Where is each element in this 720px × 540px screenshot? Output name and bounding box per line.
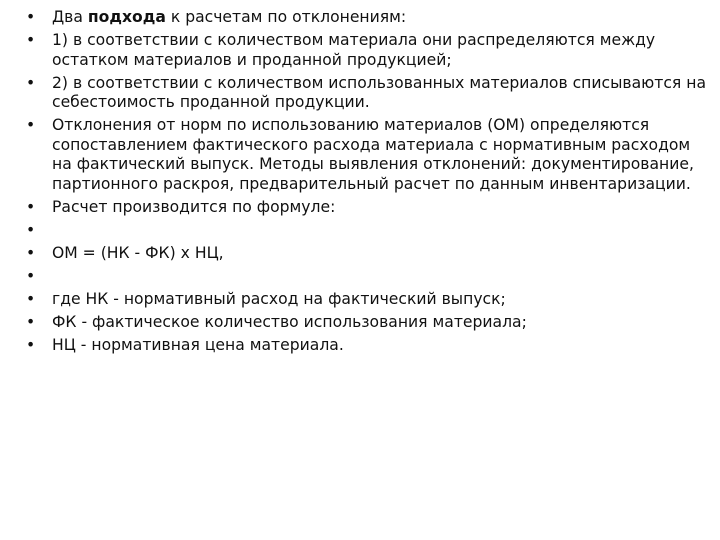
bullet-dot-icon: •: [26, 335, 36, 354]
bullet-item: [26, 74, 712, 113]
bullet-item: [26, 198, 712, 218]
bullet-dot-icon: •: [26, 116, 36, 134]
bullet-text: НЦ - нормативная цена материала.: [52, 335, 344, 354]
bullet-dot-icon: •: [26, 312, 36, 331]
bullet-text: ФК - фактическое количество использования материала;: [52, 312, 527, 331]
bullet-list: [26, 8, 712, 359]
approaches-bold-word: подхода: [87, 8, 166, 26]
bullet-item-formula: [26, 244, 712, 264]
bullet-dot-icon: •: [26, 243, 36, 262]
bullet-item: [26, 31, 712, 70]
bullet-dot-icon: •: [26, 73, 36, 92]
bullet-dot-icon: •: [26, 197, 36, 216]
bullet-item-empty: [26, 267, 712, 287]
bullet-dot-icon: •: [26, 31, 36, 49]
bullet-item: [26, 116, 712, 194]
bullet-item: [26, 313, 712, 333]
approaches-text-start: Два: [52, 8, 88, 26]
bullet-item: [26, 336, 712, 356]
bullet-text: 2) в соответствии с количеством использованных материалов списываются на себестоимость проданной продукции.: [52, 73, 707, 111]
bullet-dot-icon: •: [26, 289, 36, 308]
bullet-text: [52, 8, 712, 28]
bullet-text: где НК - нормативный расход на фактический выпуск;: [52, 289, 506, 308]
bullet-item-empty: [26, 221, 712, 241]
approaches-text-end: к расчетам по отклонениям:: [165, 8, 407, 26]
formula-text: ОМ = (НК - ФК) х НЦ,: [52, 243, 224, 262]
bullet-dot-icon: •: [26, 8, 36, 26]
bullet-text: Отклонения от норм по использованию материалов (ОМ) определяются сопоставлением фактического расхода материала с нормативным расходом на фактический выпуск. Методы выявления отклонений: документирование, партионного раскроя, предварительный расчет по данным инвентаризации.: [52, 116, 694, 193]
bullet-dot-icon: •: [26, 266, 36, 285]
bullet-item: [26, 290, 712, 310]
bullet-item: [26, 8, 712, 28]
bullet-text: Расчет производится по формуле:: [52, 197, 336, 216]
bullet-dot-icon: •: [26, 220, 36, 239]
bullet-text: 1) в соответствии с количеством материала они распределяются между остатком материалов и проданной продукцией;: [52, 31, 656, 69]
